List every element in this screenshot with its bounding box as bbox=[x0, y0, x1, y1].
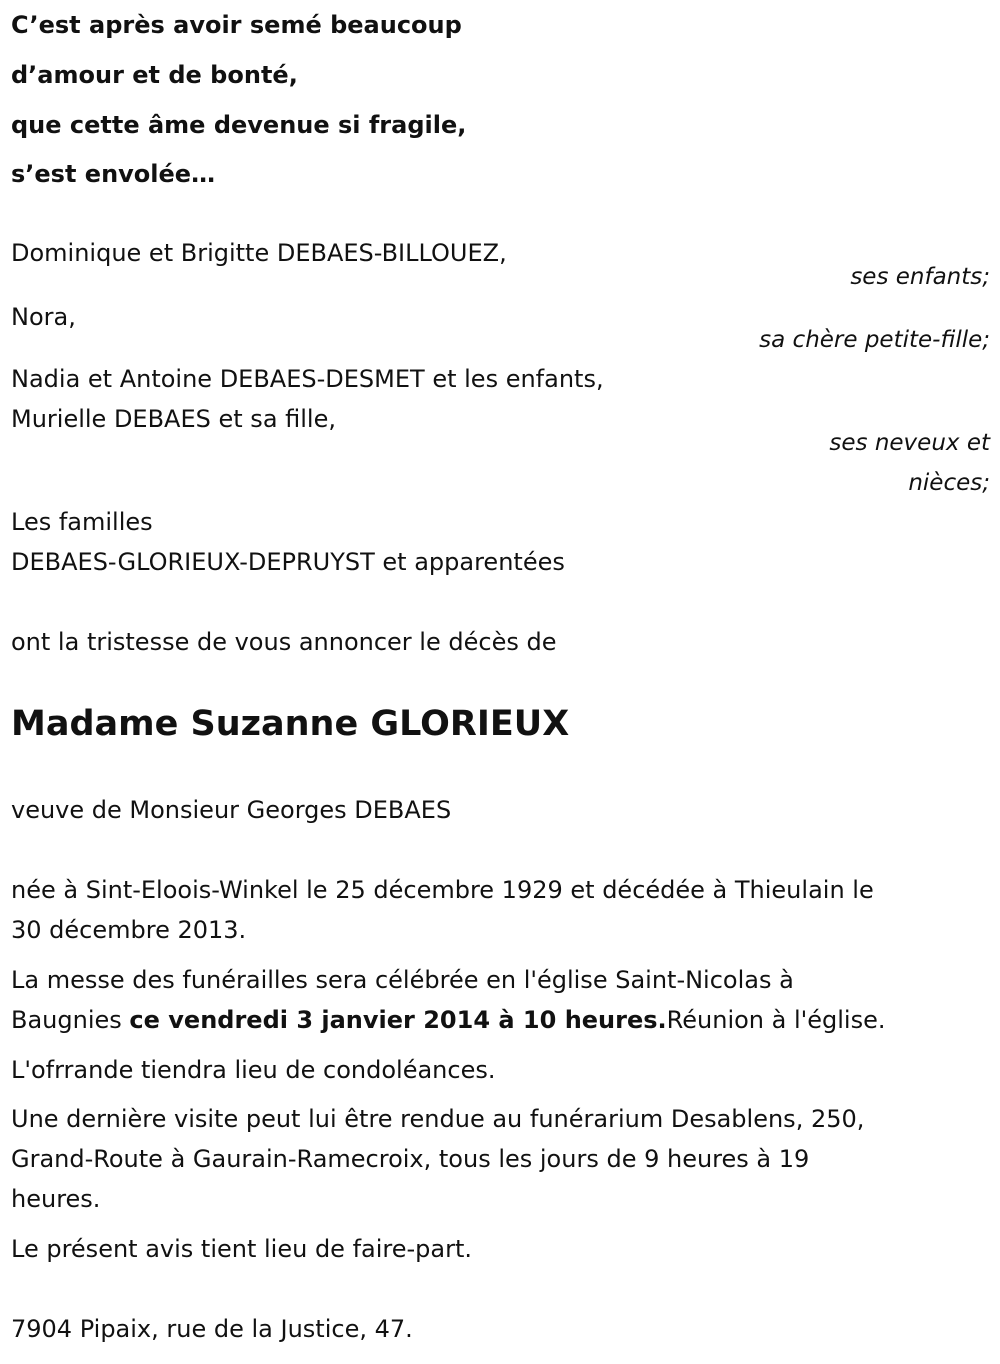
granddaughter-role: sa chère petite-fille; bbox=[759, 327, 990, 353]
nephews-line-2: Murielle DEBAES et sa fille, bbox=[11, 405, 336, 433]
address: 7904 Pipaix, rue de la Justice, 47. bbox=[11, 1315, 413, 1343]
families-line-1: Les familles bbox=[11, 508, 153, 536]
epigraph-line-3: que cette âme devenue si fragile, bbox=[11, 111, 467, 139]
visit-line-1: Une dernière visite peut lui être rendue au funérarium Desablens, 250, bbox=[11, 1105, 865, 1133]
mass-date-time: ce vendredi 3 janvier 2014 à 10 heures. bbox=[129, 1006, 667, 1034]
families-line-2: DEBAES-GLORIEUX-DEPRUYST et apparentées bbox=[11, 548, 565, 576]
announcement: ont la tristesse de vous annoncer le décès de bbox=[11, 628, 557, 656]
notice: Le présent avis tient lieu de faire-part. bbox=[11, 1235, 473, 1263]
children-names: Dominique et Brigitte DEBAES-BILLOUEZ, bbox=[11, 239, 507, 267]
mass-meeting: Réunion à l'église. bbox=[666, 1006, 886, 1034]
mass-location: Baugnies bbox=[11, 1006, 130, 1034]
birth-death-line-1: née à Sint-Eloois-Winkel le 25 décembre 1929 et décédée à Thieulain le bbox=[11, 876, 874, 904]
nephews-role-2: nièces; bbox=[908, 470, 990, 496]
visit-line-3: heures. bbox=[11, 1185, 101, 1213]
children-role: ses enfants; bbox=[850, 264, 990, 290]
deceased-name: Madame Suzanne GLORIEUX bbox=[11, 704, 570, 744]
visit-line-2: Grand-Route à Gaurain-Ramecroix, tous les jours de 9 heures à 19 bbox=[11, 1145, 810, 1173]
nephews-role-1: ses neveux et bbox=[829, 430, 990, 456]
epigraph-line-4: s’est envolée… bbox=[11, 160, 216, 188]
birth-death-line-2: 30 décembre 2013. bbox=[11, 916, 247, 944]
offering: L'ofrrande tiendra lieu de condoléances. bbox=[11, 1056, 496, 1084]
epigraph-line-2: d’amour et de bonté, bbox=[11, 61, 298, 89]
nephews-line-1: Nadia et Antoine DEBAES-DESMET et les enfants, bbox=[11, 365, 604, 393]
granddaughter-name: Nora, bbox=[11, 303, 76, 331]
mass-line-2 bbox=[11, 1000, 885, 1040]
mass-line-1: La messe des funérailles sera célébrée en l'église Saint-Nicolas à bbox=[11, 966, 794, 994]
widow-of: veuve de Monsieur Georges DEBAES bbox=[11, 796, 452, 824]
epigraph-line-1: C’est après avoir semé beaucoup bbox=[11, 11, 462, 39]
